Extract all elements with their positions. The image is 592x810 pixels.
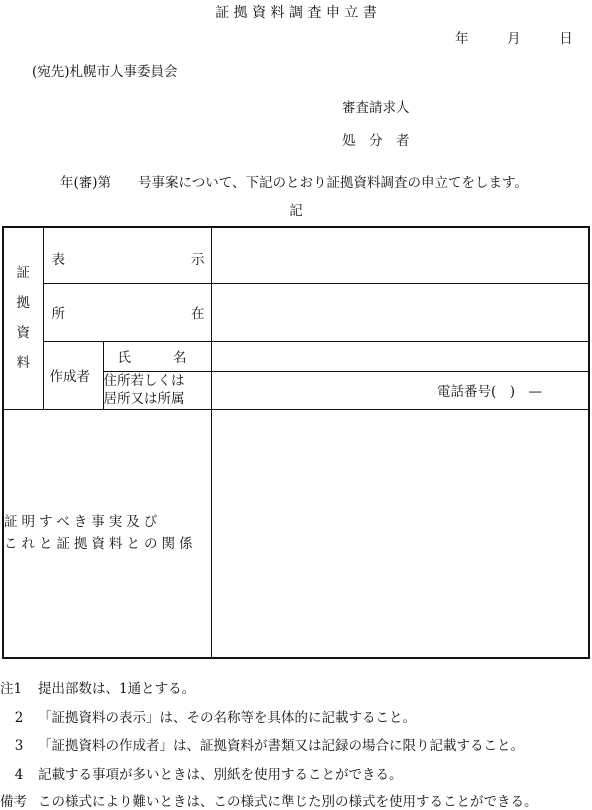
note-text: 記載する事項が多いときは、別紙を使用することができる。 — [38, 767, 403, 783]
name-label — [103, 341, 211, 371]
phone-number-label: 電話番号( ) — — [436, 383, 542, 400]
relation-label-line: 証明すべき事実及び — [4, 514, 162, 531]
evidence-char: 料 — [16, 355, 30, 372]
date-year-label: 年 — [455, 31, 469, 47]
address-field[interactable] — [211, 371, 589, 409]
statement: 年(審)第 号事案について、下記のとおり証拠資料調査の申立てをします。 — [60, 175, 528, 191]
note-number: 4 — [14, 767, 24, 783]
evidence-form-table — [2, 226, 590, 659]
address-label-line: 居所又は所属 — [103, 391, 185, 407]
evidence-section-label — [3, 227, 43, 409]
relation-label-line: これと証拠資料との関係 — [4, 536, 197, 553]
address-label-line: 住所若しくは — [103, 373, 185, 389]
date-month-label: 月 — [507, 31, 521, 47]
evidence-char: 資 — [16, 325, 30, 342]
display-char: 示 — [191, 252, 205, 268]
note-text: 提出部数は、1通とする。 — [38, 681, 196, 697]
note-1 — [0, 677, 195, 697]
note-text: 「証拠資料の作成者」は、証拠資料が書類又は記録の場合に限り記載すること。 — [38, 738, 524, 754]
date-line — [455, 27, 573, 47]
location-label — [43, 283, 211, 341]
evidence-char: 拠 — [16, 295, 30, 312]
note-text: 「証拠資料の表示」は、その名称等を具体的に記載すること。 — [38, 710, 416, 726]
note-number: 3 — [14, 738, 24, 754]
relation-label — [3, 409, 211, 658]
addressee: (宛先)札幌市人事委員会 — [32, 64, 178, 80]
location-char: 在 — [191, 306, 205, 322]
note-number: 2 — [14, 710, 24, 726]
display-char: 表 — [51, 252, 65, 268]
display-field[interactable] — [211, 227, 589, 283]
respondent-label: 処 分 者 — [342, 133, 410, 149]
document-title: 証 拠 資 料 調 査 申 立 書 — [215, 5, 377, 21]
creator-label: 作成者 — [43, 341, 103, 409]
note-3 — [0, 734, 524, 754]
name-field[interactable] — [211, 341, 589, 371]
ki-heading: 記 — [289, 203, 303, 219]
address-label — [103, 371, 211, 409]
date-day-label: 日 — [559, 31, 573, 47]
note-text: この様式により難いときは、この様式に準じた別の様式を使用することができる。 — [38, 794, 538, 810]
name-char: 氏 — [117, 350, 131, 366]
location-char: 所 — [51, 306, 65, 322]
name-char: 名 — [173, 350, 187, 366]
requester-label: 審査請求人 — [342, 100, 410, 116]
note-number: 備考 — [0, 794, 27, 810]
relation-field[interactable] — [211, 409, 589, 658]
note-2 — [0, 706, 416, 726]
location-field[interactable] — [211, 283, 589, 341]
note-4 — [0, 763, 403, 783]
remarks — [0, 790, 538, 810]
display-label — [43, 227, 211, 283]
evidence-char: 証 — [16, 265, 30, 282]
note-number: 注1 — [0, 681, 23, 697]
